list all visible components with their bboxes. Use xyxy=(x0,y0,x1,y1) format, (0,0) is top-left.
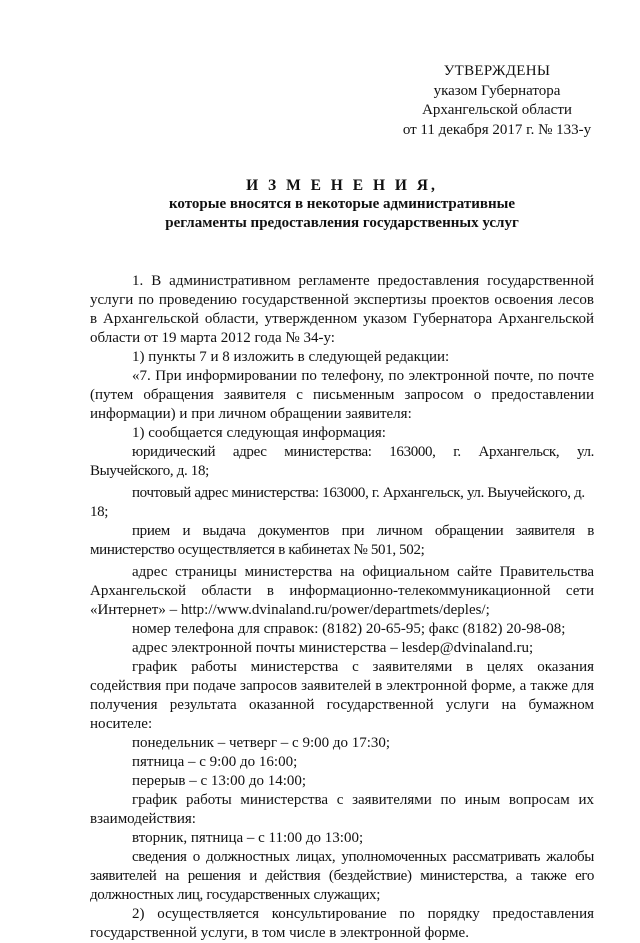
paragraph-point-7: «7. При информировании по телефону, по электронной почте, по почте (путем обращения заявителя с письменным запросом о предоставлении информации) и при личном обращении заявителя: xyxy=(90,368,594,422)
paragraph-info-intro: 1) сообщается следующая информация: xyxy=(132,425,386,441)
paragraph-hours-tue-fri: вторник, пятница – с 11:00 до 13:00; xyxy=(132,830,364,846)
paragraph-schedule-electronic: график работы министерства с заявителями в целях оказания содействия при подаче запросов заявителей в электронной форме, а также для получения результата оказанной государственной услуги на бумажном носителе: xyxy=(90,659,594,732)
paragraph-subitem-1: 1) пункты 7 и 8 изложить в следующей редакции: xyxy=(132,349,450,365)
paragraph-phone: номер телефона для справок: (8182) 20-65-95; факс (8182) 20-98-08; xyxy=(132,621,566,637)
paragraph-officials: сведения о должностных лицах, уполномоченных рассматривать жалобы заявителей на решения и действия (бездействие) министерства, а также его должностных лиц, государственных служащих; xyxy=(90,849,594,903)
title-subtitle-line2: регламенты предоставления государственных услуг xyxy=(165,215,519,231)
paragraph-document-reception: прием и выдача документов при личном обращении заявителя в министерство осуществляется в кабинетах № 501, 502; xyxy=(90,523,594,558)
paragraph-email: адрес электронной почты министерства – lesdep@dvinaland.ru; xyxy=(132,640,534,656)
paragraph-website: адрес страницы министерства на официальном сайте Правительства Архангельской области в информационно-телекоммуникационной сети «Интернет» – http://www.dvinaland.ru/power/departmets/deples/; xyxy=(90,564,594,618)
document-body xyxy=(90,272,594,943)
document-title xyxy=(90,176,594,233)
approval-date: от 11 декабря 2017 г. № 133-у xyxy=(402,121,592,138)
paragraph-hours-mon-thu: понедельник – четверг – с 9:00 до 17:30; xyxy=(132,735,391,751)
paragraph-item-1: 1. В административном регламенте предоставления государственной услуги по проведению государственной экспертизы проектов освоения лесов в Архангельской области, утвержденном указом Губернатора Архангельской области от 19 марта 2012 года № 34-у: xyxy=(90,273,594,346)
paragraph-consulting: 2) осуществляется консультирование по порядку предоставления государственной услуги, в том числе в электронной форме. xyxy=(90,906,594,941)
approval-heading: УТВЕРЖДЕНЫ xyxy=(443,63,551,79)
title-main: И З М Е Н Е Н И Я, xyxy=(246,177,438,194)
approval-stamp xyxy=(400,62,594,140)
paragraph-hours-break: перерыв – с 13:00 до 14:00; xyxy=(132,773,307,789)
approval-region: Архангельской области xyxy=(422,102,572,118)
title-subtitle-line1: которые вносятся в некоторые административные xyxy=(168,196,516,212)
paragraph-postal-address: почтовый адрес министерства: 163000, г. Архангельск, ул. Выучейского, д. 18; xyxy=(90,485,585,520)
approval-authority: указом Губернатора xyxy=(433,82,561,99)
paragraph-schedule-other: график работы министерства с заявителями по иным вопросам их взаимодействия: xyxy=(90,792,594,827)
paragraph-hours-fri: пятница – с 9:00 до 16:00; xyxy=(132,754,298,770)
paragraph-legal-address: юридический адрес министерства: 163000, г. Архангельск, ул. Выучейского, д. 18; xyxy=(90,444,594,479)
